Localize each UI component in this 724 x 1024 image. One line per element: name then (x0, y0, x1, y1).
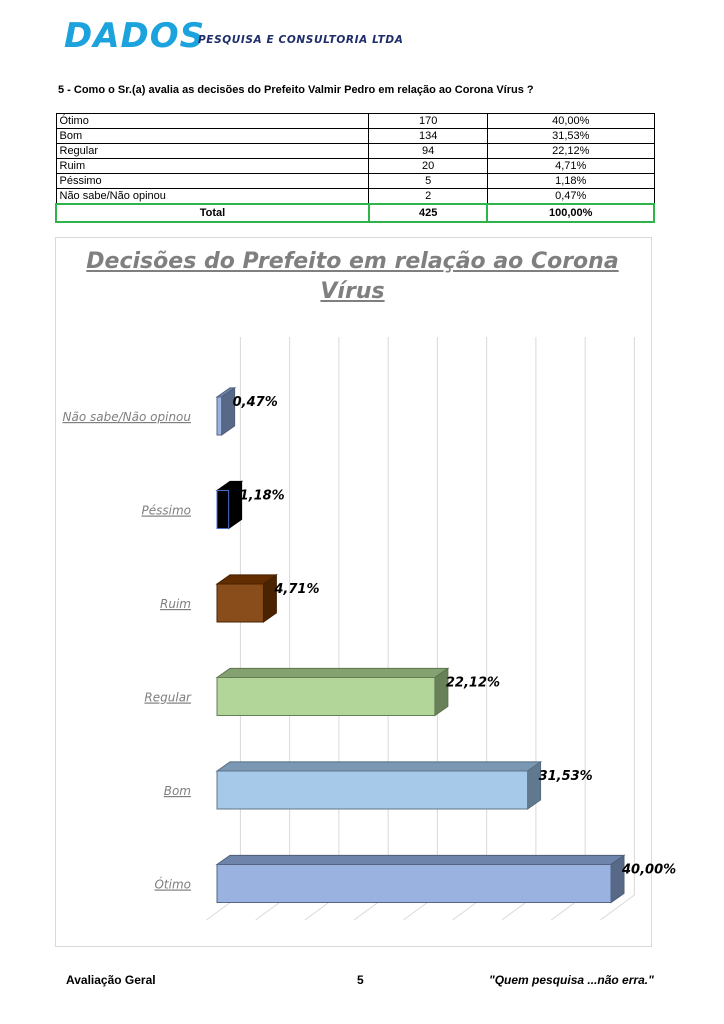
bar (217, 397, 222, 435)
table-cell-label: Ruim (56, 159, 369, 174)
logo-subtitle: PESQUISA E CONSULTORIA LTDA (198, 34, 404, 46)
logo-wordmark: DADOS (64, 16, 206, 56)
table-cell-label: Regular (56, 144, 369, 159)
footer-page-number: 5 (357, 973, 364, 987)
table-cell-count: 20 (369, 159, 488, 174)
bar-top-face (217, 762, 541, 771)
table-cell-count: 5 (369, 174, 488, 189)
table-cell-count: 170 (369, 114, 488, 129)
table-cell-count: 94 (369, 144, 488, 159)
table-cell-percent: 0,47% (487, 189, 654, 205)
table-cell-percent: 1,18% (487, 174, 654, 189)
footer-section-title: Avaliação Geral (66, 973, 156, 987)
table-cell-percent: 4,71% (487, 159, 654, 174)
category-label: Não sabe/Não opinou (62, 410, 191, 424)
bar (217, 865, 611, 903)
bar-top-face (217, 668, 448, 677)
data-label: 1,18% (239, 488, 285, 504)
table-cell-count: 2 (369, 189, 488, 205)
bar (217, 678, 435, 716)
chart-title-line1: Decisões do Prefeito em relação ao Corona (86, 249, 619, 274)
category-label: Regular (144, 690, 191, 705)
table-cell-label: Bom (56, 129, 369, 144)
total-cell-percent: 100,00% (487, 204, 654, 222)
category-label: Bom (163, 784, 191, 798)
category-label: Ótimo (154, 877, 191, 892)
total-cell-label: Total (56, 204, 369, 222)
table-cell-label: Ótimo (56, 114, 369, 129)
bar-top-face (217, 855, 624, 864)
table-cell-percent: 40,00% (487, 114, 654, 129)
bar (217, 771, 528, 809)
data-label: 4,71% (274, 582, 320, 597)
table-cell-percent: 22,12% (487, 144, 654, 159)
category-label: Ruim (160, 597, 191, 611)
chart-title-line2: Vírus (320, 279, 385, 304)
table-cell-count: 134 (369, 129, 488, 144)
data-label: 31,53% (538, 769, 593, 784)
data-label: 0,47% (232, 395, 278, 410)
table-cell-label: Não sabe/Não opinou (56, 189, 369, 205)
table-cell-label: Péssimo (56, 174, 369, 189)
total-cell-count: 425 (369, 204, 488, 222)
question-text: 5 - Como o Sr.(a) avalia as decisões do Prefeito Valmir Pedro em relação ao Corona Vírus ? (58, 84, 534, 96)
bar (217, 584, 263, 622)
footer-slogan: "Quem pesquisa ...não erra." (489, 973, 654, 987)
data-label: 40,00% (622, 862, 677, 878)
bar (217, 491, 229, 529)
category-label: Péssimo (141, 503, 191, 518)
data-label: 22,12% (445, 675, 501, 691)
table-cell-percent: 31,53% (487, 129, 654, 144)
